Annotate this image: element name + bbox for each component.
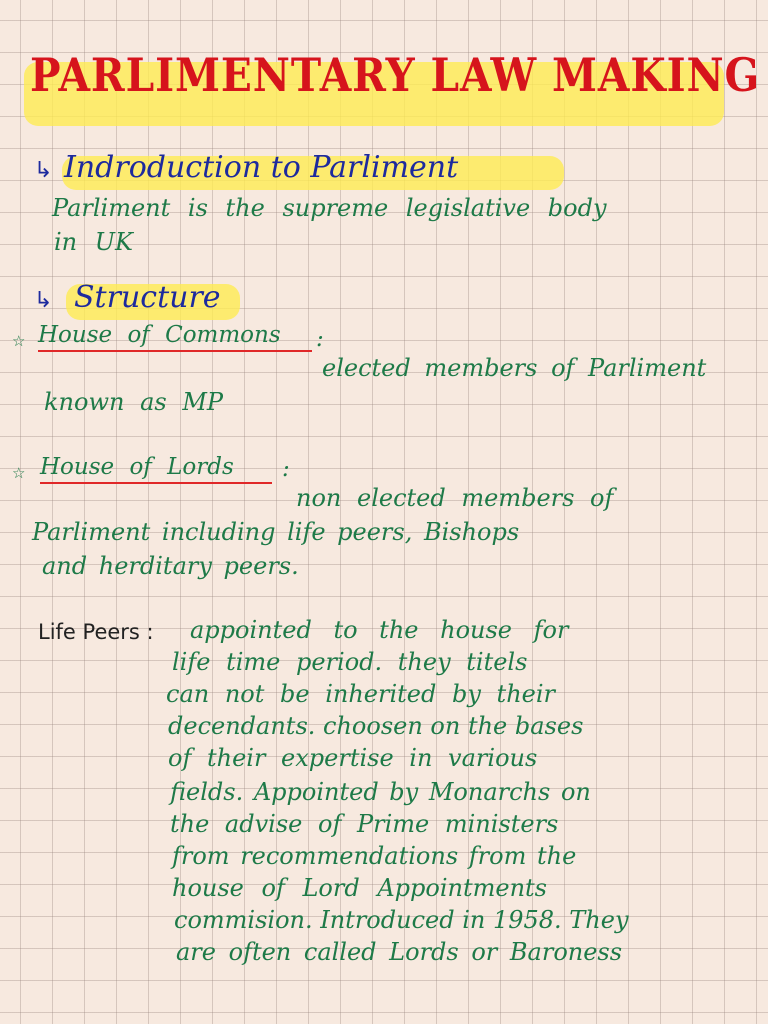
lords-label: House of Lords [40,454,234,480]
page-title: PARLIMENTARY LAW MAKING [30,48,761,102]
commons-text-line-2: known as MP [44,388,224,416]
commons-label: House of Commons [38,322,281,348]
life-peers-line-10: commision. Introduced in 1958. They [174,906,629,934]
life-peers-line-2: life time period. they titels [172,648,528,676]
commons-text-line-1: elected members of Parliment [322,354,707,382]
lords-underline [40,482,272,484]
commons-colon: : [316,326,324,352]
life-peers-line-6: fields. Appointed by Monarchs on [170,778,591,806]
life-peers-line-4: decendants. choosen on the bases [168,712,584,740]
intro-heading: Indroduction to Parliment [64,150,459,185]
intro-text-line-2: in UK [54,228,133,256]
intro-arrow-icon: ↳ [34,158,53,183]
life-peers-line-8: from recommendations from the [172,842,577,870]
life-peers-line-1: appointed to the house for [190,616,569,644]
life-peers-line-5: of their expertise in various [168,744,538,772]
lords-text-line-2: Parliment including life peers, Bishops [32,518,520,546]
life-peers-line-3: can not be inherited by their [166,680,555,708]
lords-star-icon: ☆ [12,464,26,482]
intro-text-line-1: Parliment is the supreme legislative body [52,194,607,222]
structure-heading: Structure [74,280,221,315]
life-peers-line-7: the advise of Prime ministers [170,810,559,838]
structure-arrow-icon: ↳ [34,288,53,313]
lords-colon: : [282,456,290,482]
lords-text-line-3: and herditary peers. [42,552,299,580]
commons-star-icon: ☆ [12,332,26,350]
lords-text-line-1: non elected members of [296,484,614,512]
life-peers-line-11: are often called Lords or Baroness [176,938,623,966]
life-peers-line-9: house of Lord Appointments [172,874,547,902]
commons-underline [38,350,312,352]
life-peers-label: Life Peers : [38,620,154,644]
